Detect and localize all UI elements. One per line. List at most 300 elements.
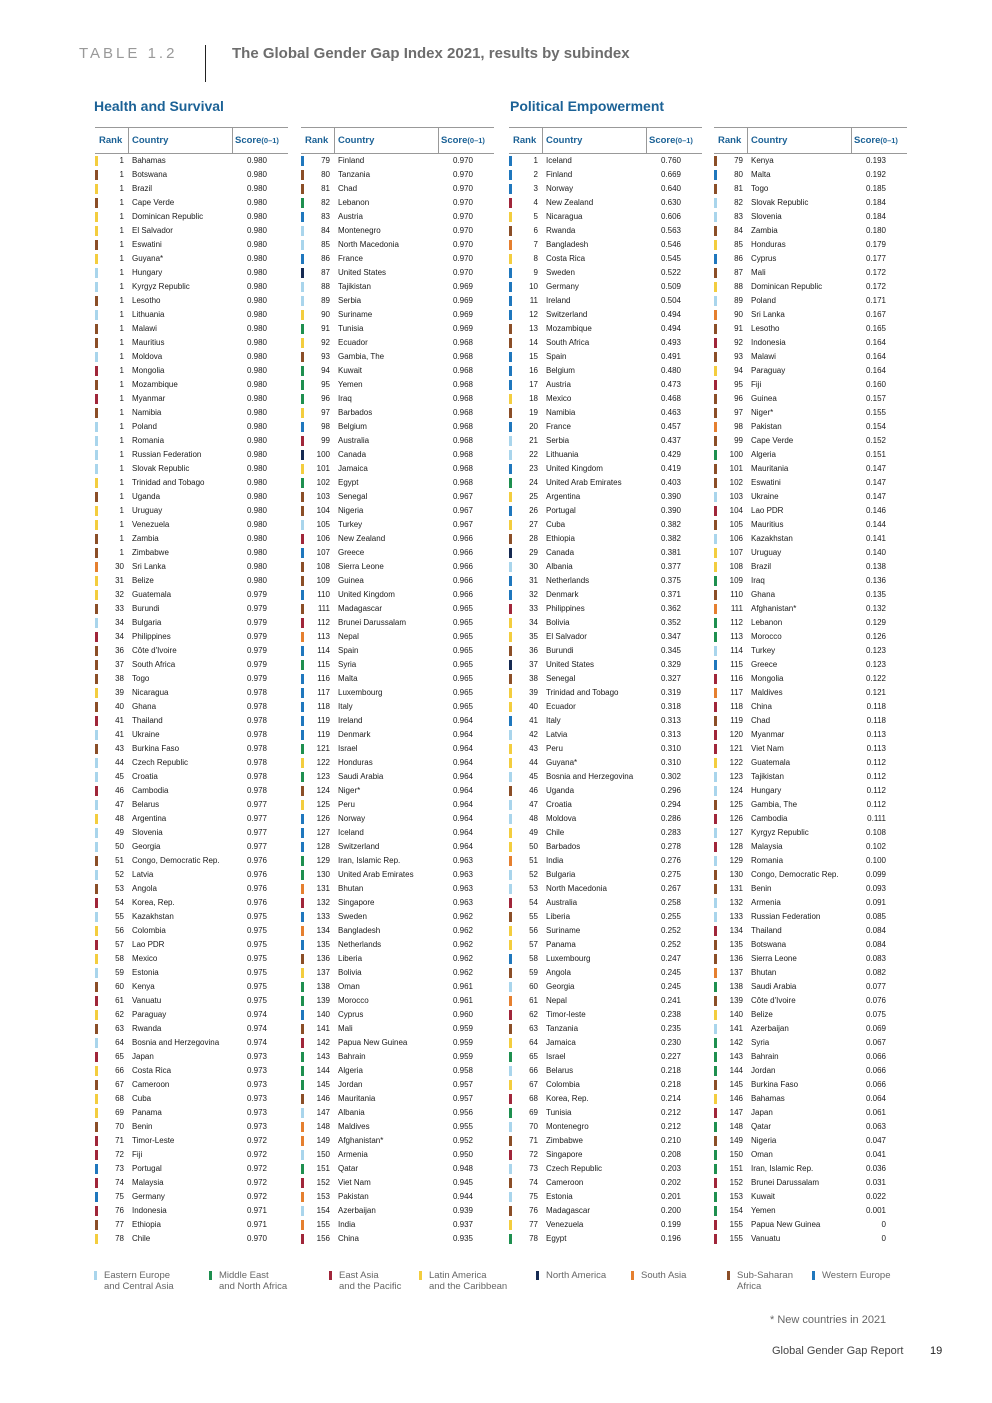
region-marker [714, 408, 717, 418]
rank-cell: 142 [729, 1038, 743, 1047]
country-cell: Benin [751, 884, 772, 893]
country-cell: Sweden [546, 268, 575, 277]
score-cell: 0.968 [452, 338, 473, 347]
rank-cell: 45 [529, 772, 538, 781]
table-row [509, 910, 702, 924]
region-marker [95, 506, 98, 516]
score-cell: 0.563 [660, 226, 681, 235]
rank-cell: 37 [115, 660, 124, 669]
page-title: The Global Gender Gap Index 2021, results by subindex [232, 45, 630, 62]
header-divider-line [334, 128, 335, 153]
country-cell: Vanuatu [132, 996, 162, 1005]
region-marker [714, 800, 717, 810]
table-row [95, 518, 288, 532]
table-row [714, 574, 907, 588]
score-cell: 0.977 [246, 828, 267, 837]
table-row [714, 896, 907, 910]
table-row [714, 840, 907, 854]
rank-cell: 41 [529, 716, 538, 725]
region-marker [509, 408, 512, 418]
country-cell: Malawi [751, 352, 776, 361]
region-marker [714, 996, 717, 1006]
score-cell: 0.971 [246, 1206, 267, 1215]
country-cell: Argentina [546, 492, 581, 501]
table-row [714, 196, 907, 210]
rank-cell: 156 [316, 1234, 330, 1243]
rank-cell: 129 [729, 856, 743, 865]
table-row [301, 168, 494, 182]
country-cell: Mauritius [751, 520, 784, 529]
score-cell: 0.202 [660, 1178, 681, 1187]
country-cell: United Arab Emirates [338, 870, 414, 879]
rank-cell: 107 [729, 548, 743, 557]
country-cell: Nicaragua [132, 688, 169, 697]
region-marker [714, 1080, 717, 1090]
table-row [95, 280, 288, 294]
country-cell: Bosnia and Herzegovina [546, 772, 634, 781]
region-marker [301, 380, 304, 390]
score-cell: 0.141 [865, 534, 886, 543]
rank-cell: 11 [529, 296, 538, 305]
region-marker [95, 674, 98, 684]
score-cell: 0.959 [452, 1038, 473, 1047]
score-cell: 0.977 [246, 842, 267, 851]
table-row [301, 1064, 494, 1078]
score-cell: 0.970 [452, 170, 473, 179]
country-cell: Zimbabwe [546, 1136, 583, 1145]
table-row [714, 294, 907, 308]
rank-cell: 70 [529, 1122, 538, 1131]
rank-cell: 23 [529, 464, 538, 473]
rank-cell: 39 [529, 688, 538, 697]
region-marker [301, 534, 304, 544]
table-row [509, 1232, 702, 1246]
legend-label [339, 1270, 401, 1292]
table-row [714, 1218, 907, 1232]
region-marker [509, 926, 512, 936]
country-cell: Singapore [338, 898, 375, 907]
score-cell: 0.522 [660, 268, 681, 277]
region-marker [95, 380, 98, 390]
score-cell: 0.193 [865, 156, 886, 165]
country-cell: Albania [546, 562, 573, 571]
region-marker [301, 702, 304, 712]
rank-cell: 50 [529, 842, 538, 851]
score-cell: 0.975 [246, 926, 267, 935]
rank-cell: 25 [529, 492, 538, 501]
score-cell: 0.157 [865, 394, 886, 403]
country-cell: Kuwait [338, 366, 363, 375]
rank-cell: 106 [316, 534, 330, 543]
score-header-range: (0–1) [880, 136, 898, 145]
region-marker [95, 646, 98, 656]
rank-cell: 65 [529, 1052, 538, 1061]
rank-cell: 1 [119, 380, 124, 389]
region-marker [714, 604, 717, 614]
country-cell: Trinidad and Tobago [546, 688, 619, 697]
rank-cell: 76 [529, 1206, 538, 1215]
score-cell: 0.976 [246, 884, 267, 893]
table-row [714, 644, 907, 658]
score-cell: 0.172 [865, 282, 886, 291]
region-marker [95, 324, 98, 334]
score-cell: 0.064 [865, 1094, 886, 1103]
rank-cell: 118 [730, 702, 743, 711]
region-marker [95, 422, 98, 432]
region-marker [301, 884, 304, 894]
country-cell: Estonia [132, 968, 159, 977]
score-cell: 0.111 [867, 814, 886, 823]
rank-cell: 151 [316, 1164, 330, 1173]
rank-cell: 53 [529, 884, 538, 893]
score-cell: 0.077 [865, 982, 886, 991]
table-row [714, 490, 907, 504]
region-marker [301, 464, 304, 474]
score-cell: 0.970 [452, 156, 473, 165]
table-row [301, 644, 494, 658]
country-cell: Korea, Rep. [132, 898, 175, 907]
score-cell: 0.199 [660, 1220, 681, 1229]
score-cell: 0.200 [660, 1206, 681, 1215]
score-cell: 0 [881, 1220, 886, 1229]
rank-cell: 30 [529, 562, 538, 571]
table-row [509, 728, 702, 742]
region-marker [509, 744, 512, 754]
region-marker [301, 226, 304, 236]
region-marker [95, 226, 98, 236]
country-cell: Kenya [751, 156, 774, 165]
table-row [301, 210, 494, 224]
rank-cell: 95 [734, 380, 743, 389]
table-row [509, 1106, 702, 1120]
region-marker [301, 268, 304, 278]
rank-cell: 61 [529, 996, 538, 1005]
rank-cell: 34 [115, 632, 124, 641]
region-marker [95, 1122, 98, 1132]
score-cell: 0.965 [452, 618, 473, 627]
table-row [509, 406, 702, 420]
score-cell: 0.970 [452, 226, 473, 235]
score-cell: 0.980 [246, 170, 267, 179]
region-marker [95, 590, 98, 600]
country-cell: Panama [546, 940, 576, 949]
region-marker [714, 548, 717, 558]
table-row [509, 658, 702, 672]
table-row [95, 364, 288, 378]
region-marker [301, 912, 304, 922]
country-cell: United States [338, 268, 387, 277]
country-cell: Qatar [338, 1164, 359, 1173]
table-row [95, 1064, 288, 1078]
score-cell: 0.959 [452, 1024, 473, 1033]
score-cell: 0.113 [866, 744, 886, 753]
score-cell: 0.970 [452, 268, 473, 277]
table-row [714, 1120, 907, 1134]
score-cell: 0.969 [452, 282, 473, 291]
rank-cell: 63 [115, 1024, 124, 1033]
table-row [95, 868, 288, 882]
region-marker [714, 870, 717, 880]
rank-cell: 92 [734, 338, 743, 347]
region-marker [301, 184, 304, 194]
score-cell: 0.974 [246, 1038, 267, 1047]
rank-cell: 57 [529, 940, 538, 949]
table-row [714, 336, 907, 350]
table-row [509, 826, 702, 840]
score-cell: 0.975 [246, 968, 267, 977]
region-marker [714, 786, 717, 796]
table-row [714, 1148, 907, 1162]
country-cell: Bhutan [751, 968, 777, 977]
country-cell: Cyprus [338, 1010, 364, 1019]
rank-cell: 1 [119, 226, 124, 235]
region-marker [301, 366, 304, 376]
country-cell: Viet Nam [751, 744, 784, 753]
region-marker [301, 926, 304, 936]
rank-cell: 144 [316, 1066, 330, 1075]
rank-cell: 140 [316, 1010, 330, 1019]
rank-cell: 104 [316, 506, 330, 515]
table-row [95, 1134, 288, 1148]
table-row [95, 1232, 288, 1246]
region-marker [95, 800, 98, 810]
rank-cell: 79 [734, 156, 743, 165]
table-row [714, 378, 907, 392]
region-marker [714, 1094, 717, 1104]
region-marker [95, 352, 98, 362]
country-cell: Botswana [132, 170, 168, 179]
region-marker [714, 506, 717, 516]
health-table-right [301, 127, 494, 1246]
table-row [714, 1022, 907, 1036]
country-cell: Burkina Faso [132, 744, 180, 753]
country-cell: France [338, 254, 363, 263]
rank-cell: 1 [119, 240, 124, 249]
score-cell: 0.210 [660, 1136, 681, 1145]
country-cell: Slovenia [751, 212, 782, 221]
rank-cell: 143 [316, 1052, 330, 1061]
rank-cell: 140 [729, 1010, 743, 1019]
country-cell: Cape Verde [132, 198, 175, 207]
country-cell: Kyrgyz Republic [132, 282, 190, 291]
rank-cell: 122 [316, 758, 330, 767]
country-cell: Norway [338, 814, 366, 823]
score-cell: 0.504 [660, 296, 681, 305]
legend-swatch [419, 1271, 422, 1280]
table-row [301, 602, 494, 616]
table-row [509, 1190, 702, 1204]
rank-cell: 103 [316, 492, 330, 501]
country-cell: Japan [132, 1052, 154, 1061]
score-cell: 0.964 [452, 786, 473, 795]
rank-cell: 73 [529, 1164, 538, 1173]
table-row [509, 280, 702, 294]
rank-cell: 78 [115, 1234, 124, 1243]
country-cell: Nepal [338, 632, 359, 641]
region-marker [509, 492, 512, 502]
table-row [509, 1162, 702, 1176]
score-cell: 0.961 [452, 996, 473, 1005]
region-marker [301, 254, 304, 264]
rank-cell: 135 [729, 940, 743, 949]
score-cell: 0.147 [865, 492, 886, 501]
rank-header: Rank [305, 135, 329, 146]
country-cell: Cambodia [132, 786, 169, 795]
score-cell: 0.965 [452, 660, 473, 669]
table-row [301, 588, 494, 602]
country-cell: Serbia [546, 436, 570, 445]
rank-cell: 1 [119, 156, 124, 165]
country-cell: Iraq [338, 394, 352, 403]
country-cell: India [546, 856, 564, 865]
country-cell: Bahamas [132, 156, 166, 165]
rank-cell: 148 [729, 1122, 743, 1131]
table-row [301, 1148, 494, 1162]
country-cell: Lao PDR [751, 506, 784, 515]
score-cell: 0.980 [246, 520, 267, 529]
country-cell: Netherlands [338, 940, 382, 949]
rank-cell: 43 [529, 744, 538, 753]
table-row [301, 266, 494, 280]
score-cell: 0.214 [660, 1094, 681, 1103]
rank-cell: 43 [115, 744, 124, 753]
rank-cell: 138 [316, 982, 330, 991]
region-marker [95, 632, 98, 642]
score-cell: 0.962 [452, 912, 473, 921]
table-row [509, 322, 702, 336]
country-cell: Denmark [546, 590, 579, 599]
table-row [301, 700, 494, 714]
score-cell: 0.286 [660, 814, 681, 823]
country-cell: Guyana* [546, 758, 578, 767]
score-cell: 0.047 [865, 1136, 886, 1145]
table-row [714, 924, 907, 938]
rank-cell: 1 [119, 184, 124, 193]
score-cell: 0.155 [865, 408, 886, 417]
country-header: Country [751, 135, 788, 146]
rank-cell: 148 [316, 1122, 330, 1131]
region-marker [509, 324, 512, 334]
score-cell: 0.154 [865, 422, 886, 431]
score-cell: 0.419 [660, 464, 681, 473]
rank-cell: 15 [529, 352, 538, 361]
region-marker [301, 604, 304, 614]
score-cell: 0.979 [246, 604, 267, 613]
rank-cell: 98 [321, 422, 330, 431]
score-cell: 0.980 [246, 226, 267, 235]
region-marker [301, 842, 304, 852]
legend-label-line2: and the Pacific [339, 1281, 402, 1292]
table-row [95, 672, 288, 686]
region-marker [509, 968, 512, 978]
score-cell: 0.945 [452, 1178, 473, 1187]
country-cell: Bahrain [751, 1052, 779, 1061]
region-marker [301, 870, 304, 880]
table-row [509, 1218, 702, 1232]
score-cell: 0.112 [866, 772, 886, 781]
region-marker [509, 296, 512, 306]
score-cell: 0.962 [452, 954, 473, 963]
rank-cell: 137 [729, 968, 743, 977]
region-marker [509, 1108, 512, 1118]
score-cell: 0.230 [660, 1038, 681, 1047]
rank-cell: 48 [529, 814, 538, 823]
score-cell: 0 [881, 1234, 886, 1243]
table-row [509, 756, 702, 770]
region-marker [714, 940, 717, 950]
header-divider-line [438, 128, 439, 153]
rank-cell: 19 [529, 408, 538, 417]
score-cell: 0.546 [660, 240, 681, 249]
region-marker [714, 716, 717, 726]
table-row [714, 476, 907, 490]
table-row [509, 700, 702, 714]
table-row [301, 756, 494, 770]
table-row [95, 896, 288, 910]
region-marker [714, 268, 717, 278]
country-cell: Angola [546, 968, 571, 977]
score-cell: 0.962 [452, 968, 473, 977]
rank-cell: 150 [729, 1150, 743, 1159]
country-cell: Belize [132, 576, 154, 585]
region-marker [301, 758, 304, 768]
country-cell: Brazil [751, 562, 772, 571]
region-marker [509, 1010, 512, 1020]
score-cell: 0.965 [452, 688, 473, 697]
table-row [301, 616, 494, 630]
table-row [301, 1050, 494, 1064]
table-row [301, 1022, 494, 1036]
rank-cell: 74 [529, 1178, 538, 1187]
table-row [95, 728, 288, 742]
legend-label [822, 1270, 890, 1281]
table-row [714, 616, 907, 630]
region-marker [714, 828, 717, 838]
region-marker [95, 1164, 98, 1174]
rank-cell: 94 [734, 366, 743, 375]
page-number: 19 [930, 1345, 943, 1357]
header-divider-line [128, 128, 129, 153]
score-cell: 0.937 [452, 1220, 473, 1229]
rank-cell: 36 [529, 646, 538, 655]
table-row [714, 952, 907, 966]
rank-cell: 41 [115, 716, 124, 725]
rank-cell: 128 [316, 842, 330, 851]
country-cell: Colombia [546, 1080, 580, 1089]
legend-label-line1: South Asia [641, 1270, 687, 1281]
country-cell: Georgia [132, 842, 161, 851]
region-marker [301, 506, 304, 516]
legend-label-line2: and the Caribbean [429, 1281, 508, 1292]
table-row [95, 168, 288, 182]
country-cell: Thailand [751, 926, 782, 935]
table-row [714, 168, 907, 182]
table-row [301, 154, 494, 168]
score-cell: 0.329 [660, 660, 681, 669]
table-row [301, 336, 494, 350]
country-cell: Chile [546, 828, 565, 837]
table-row [95, 294, 288, 308]
score-cell: 0.076 [865, 996, 886, 1005]
rank-cell: 113 [730, 632, 743, 641]
table-row [509, 896, 702, 910]
score-cell: 0.296 [660, 786, 681, 795]
region-marker [509, 310, 512, 320]
table-row [301, 322, 494, 336]
score-cell: 0.950 [452, 1150, 473, 1159]
country-cell: Cuba [546, 520, 566, 529]
country-cell: Peru [338, 800, 355, 809]
